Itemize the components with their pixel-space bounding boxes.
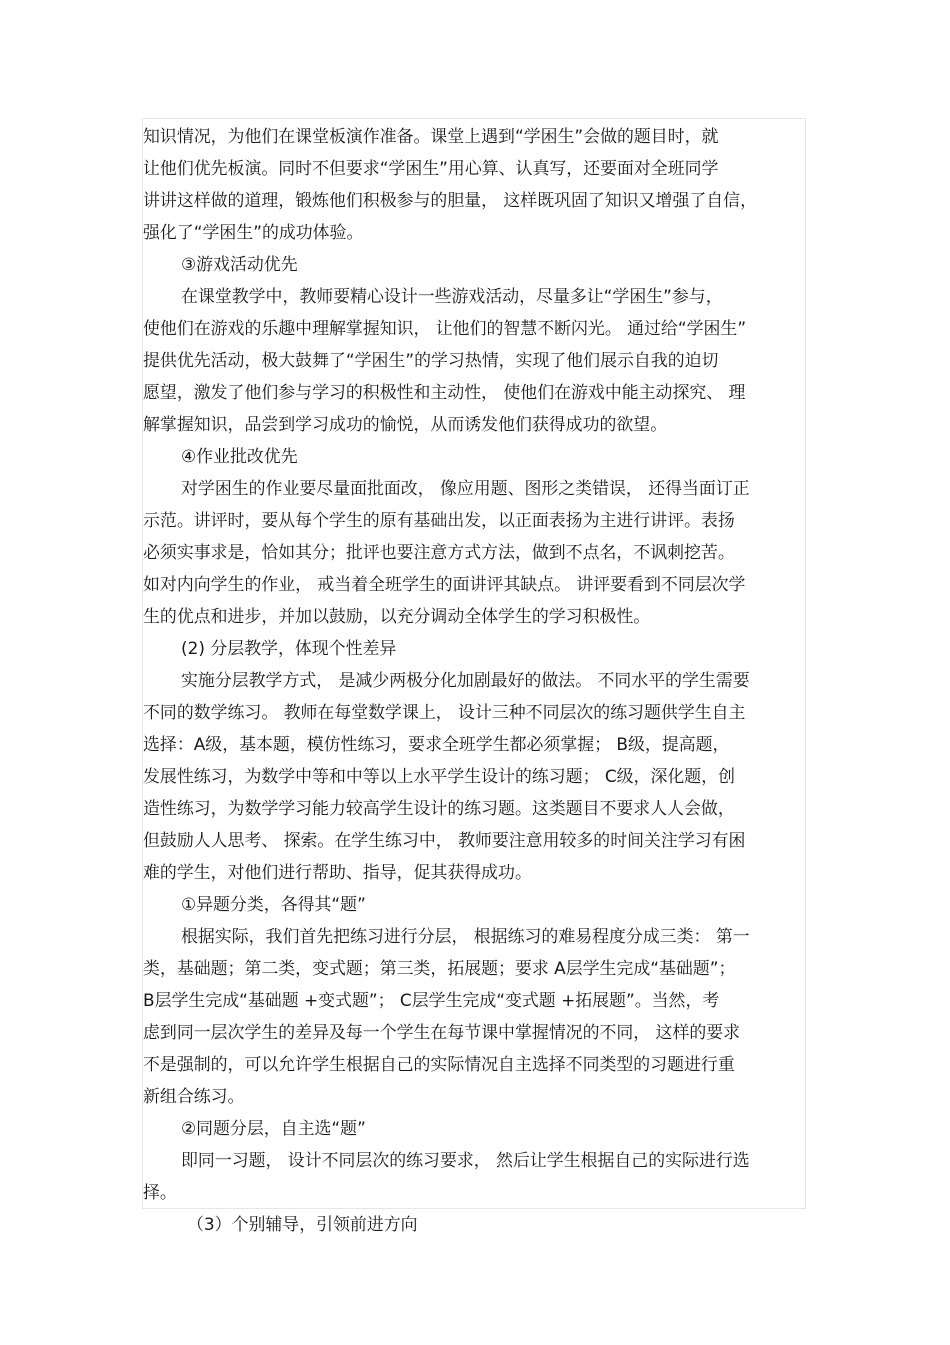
section-heading: ①异题分类，各得其“题” [181, 894, 366, 914]
text-line: 知识情况，为他们在课堂板演作准备。课堂上遇到“学困生”会做的题目时，就 [143, 126, 719, 146]
text-line: 发展性练习，为数学中等和中等以上水平学生设计的练习题； C级，深化题，创 [143, 766, 735, 786]
document-body [143, 120, 808, 1240]
text-line: 使他们在游戏的乐趣中理解掌握知识， 让他们的智慧不断闪光。 通过给“学困生” [143, 318, 747, 338]
text-line: 实施分层教学方式， 是减少两极分化加剧最好的做法。 不同水平的学生需要 [181, 670, 750, 690]
section-heading: ④作业批改优先 [181, 446, 298, 466]
text-line: 择。 [143, 1182, 177, 1202]
section-heading: （3）个别辅导，引领前进方向 [187, 1214, 418, 1234]
text-line: 示范。讲评时，要从每个学生的原有基础出发，以正面表扬为主进行讲评。表扬 [143, 510, 735, 530]
text-line: 让他们优先板演。同时不但要求“学困生”用心算、认真写，还要面对全班同学 [143, 158, 719, 178]
text-line: 造性练习，为数学学习能力较高学生设计的练习题。这类题目不要求人人会做， [143, 798, 735, 818]
section-heading: ③游戏活动优先 [181, 254, 298, 274]
text-line: 解掌握知识，品尝到学习成功的愉悦，从而诱发他们获得成功的欲望。 [143, 414, 668, 434]
text-line: 新组合练习。 [143, 1086, 245, 1106]
text-line: 对学困生的作业要尽量面批面改， 像应用题、图形之类错误， 还得当面订正 [181, 478, 750, 498]
text-line: B层学生完成“基础题 +变式题”； C层学生完成“变式题 +拓展题”。当然，考 [143, 990, 720, 1010]
text-line: 即同一习题， 设计不同层次的练习要求， 然后让学生根据自己的实际进行选 [181, 1150, 750, 1170]
text-line: 虑到同一层次学生的差异及每一个学生在每节课中掌握情况的不同， 这样的要求 [143, 1022, 741, 1042]
text-line: 强化了“学困生”的成功体验。 [143, 222, 364, 242]
text-line: 生的优点和进步，并加以鼓励，以充分调动全体学生的学习积极性。 [143, 606, 651, 626]
text-line: 必须实事求是，恰如其分；批评也要注意方式方法，做到不点名，不讽刺挖苦。 [143, 542, 735, 562]
text-line: 讲讲这样做的道理，锻炼他们积极参与的胆量， 这样既巩固了知识又增强了自信， [143, 190, 757, 210]
section-heading: ②同题分层，自主选“题” [181, 1118, 366, 1138]
text-line: 选择：A级，基本题，模仿性练习，要求全班学生都必须掌握； B级，提高题， [143, 734, 730, 754]
text-line: 不是强制的，可以允许学生根据自己的实际情况自主选择不同类型的习题进行重 [143, 1054, 735, 1074]
text-line: 提供优先活动，极大鼓舞了“学困生”的学习热情，实现了他们展示自我的迫切 [143, 350, 719, 370]
text-line: 类，基础题；第二类，变式题；第三类，拓展题；要求 A层学生完成“基础题”； [143, 958, 736, 978]
text-line: 难的学生，对他们进行帮助、指导，促其获得成功。 [143, 862, 532, 882]
text-line: 但鼓励人人思考、 探索。在学生练习中， 教师要注意用较多的时间关注学习有困 [143, 830, 746, 850]
section-heading: (2) 分层教学，体现个性差异 [181, 638, 397, 658]
text-line: 根据实际，我们首先把练习进行分层， 根据练习的难易程度分成三类： 第一 [181, 926, 750, 946]
text-line: 如对内向学生的作业， 戒当着全班学生的面讲评其缺点。 讲评要看到不同层次学 [143, 574, 746, 594]
text-line: 不同的数学练习。 教师在每堂数学课上， 设计三种不同层次的练习题供学生自主 [143, 702, 746, 722]
text-line: 在课堂教学中，教师要精心设计一些游戏活动，尽量多让“学困生”参与， [181, 286, 723, 306]
text-line: 愿望，激发了他们参与学习的积极性和主动性， 使他们在游戏中能主动探究、 理 [143, 382, 746, 402]
